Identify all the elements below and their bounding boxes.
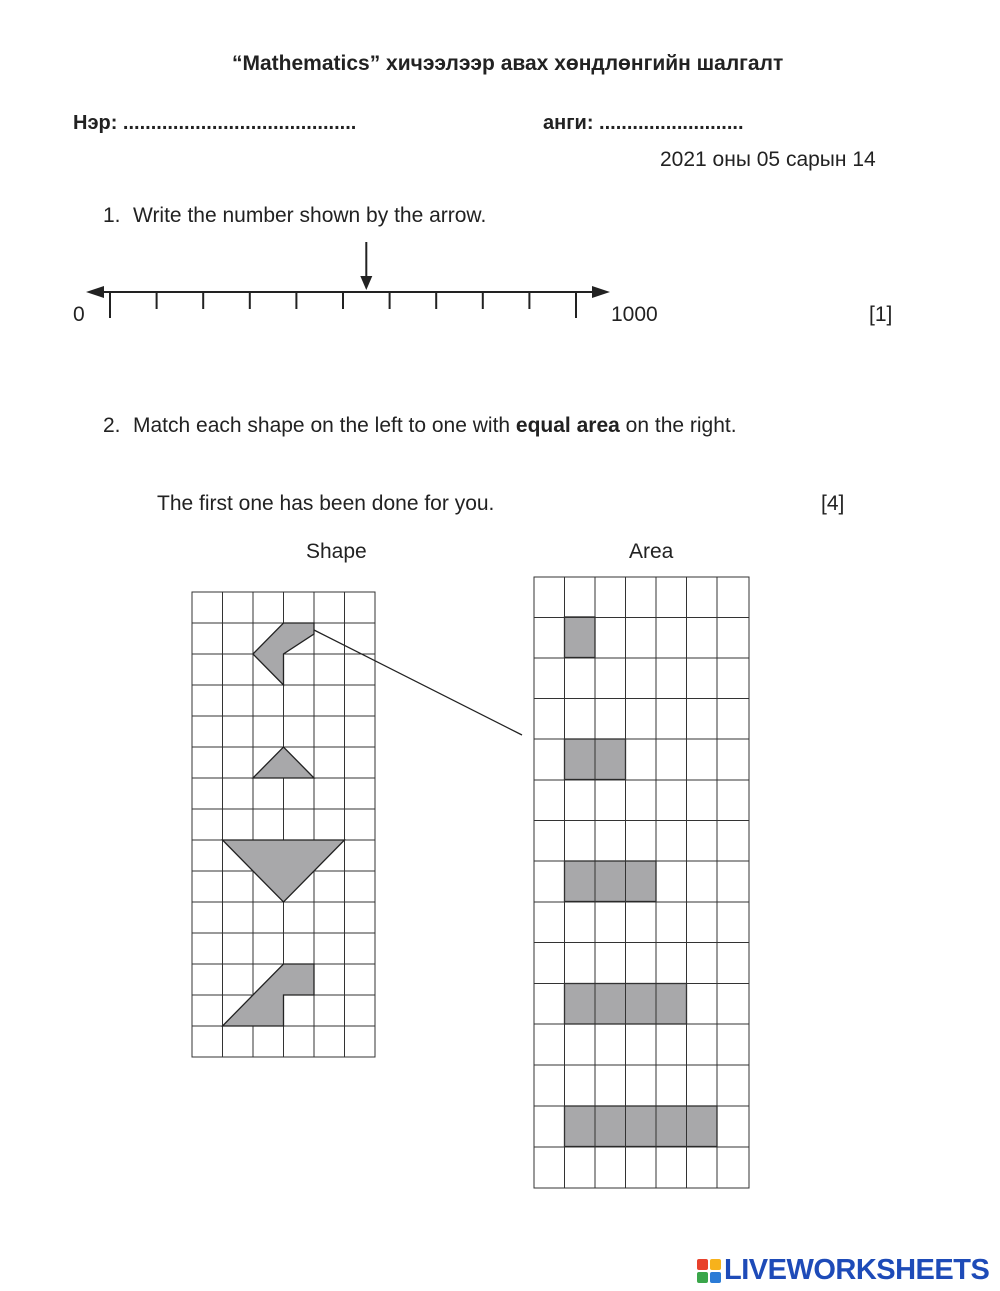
number-line-pointer	[360, 242, 372, 290]
liveworksheets-logo-icon	[697, 1259, 721, 1283]
area-3-squares	[565, 861, 657, 902]
question-2-number: 2.	[103, 414, 121, 437]
number-line	[86, 242, 610, 318]
shape-column-heading: Shape	[306, 540, 367, 563]
number-line-end-label: 1000	[611, 303, 658, 326]
area-1-square	[565, 617, 596, 658]
area-grid	[534, 577, 749, 1188]
shape-grid	[192, 592, 375, 1057]
question-2-text-bold: equal area	[515, 414, 620, 437]
liveworksheets-logo-text: LIVEWORKSHEETS	[724, 1254, 990, 1286]
exam-date: 2021 оны 05 сарын 14	[660, 148, 876, 171]
question-2-marks: [4]	[821, 492, 845, 515]
shape-small-triangle	[253, 747, 314, 778]
number-line-start-label: 0	[73, 303, 85, 326]
question-1-marks: [1]	[869, 303, 893, 326]
number-line-left-arrowhead	[86, 286, 104, 298]
question-1-number: 1.	[103, 204, 121, 227]
number-line-right-arrowhead	[592, 286, 610, 298]
area-5-squares	[565, 1106, 718, 1147]
number-line-ticks	[110, 292, 576, 318]
name-field-label: Нэр: ..........................................	[73, 112, 357, 134]
page-title: “Mathematics” хичээлээр авах хөндлөнгийн шалгалт	[232, 52, 784, 75]
area-column-heading: Area	[629, 540, 674, 563]
logo-square-red	[697, 1259, 708, 1270]
question-2-instruction: The first one has been done for you.	[157, 492, 495, 515]
question-1-text: Write the number shown by the arrow.	[133, 204, 487, 227]
liveworksheets-logo	[697, 1254, 989, 1287]
class-field-label: анги: ..........................	[543, 112, 744, 134]
logo-square-blue	[710, 1272, 721, 1283]
question-2-text-after: on the right.	[619, 414, 737, 437]
pointer-arrow-head	[360, 276, 372, 290]
example-match-line	[314, 630, 522, 735]
logo-square-green	[697, 1272, 708, 1283]
question-2-text-before: Match each shape on the left to one with	[133, 414, 516, 437]
logo-square-yellow	[710, 1259, 721, 1270]
